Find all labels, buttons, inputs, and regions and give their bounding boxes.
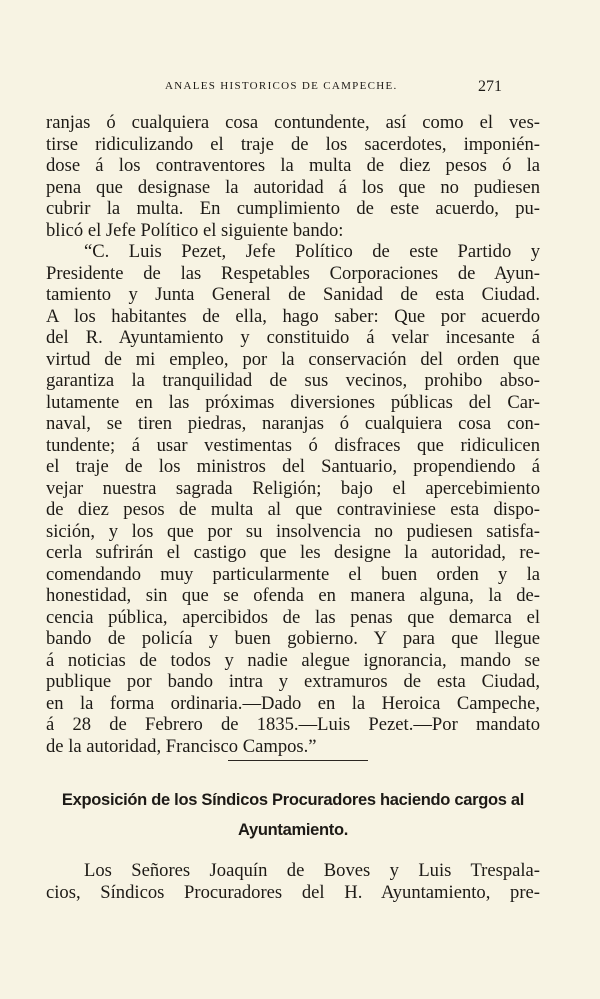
text-line: en la forma ordinaria.—Dado en la Heroica Campeche, bbox=[46, 692, 540, 714]
text-line: á noticias de todos y nadie alegue ignorancia, mando se bbox=[46, 649, 540, 671]
paragraph bbox=[46, 112, 540, 241]
page-number: 271 bbox=[478, 78, 502, 95]
text-line: honestidad, sin que se ofenda en manera alguna, la de- bbox=[46, 585, 540, 606]
section-heading bbox=[46, 785, 540, 845]
text-line: lutamente en las próximas diversiones públicas del Car- bbox=[46, 391, 540, 413]
closing-paragraph bbox=[46, 860, 540, 903]
text-line: á 28 de Febrero de 1835.—Luis Pezet.—Por mandato bbox=[46, 714, 540, 735]
text-line: Los Señores Joaquín de Boves y Luis Trespala- bbox=[84, 860, 540, 881]
text-line: comendando muy particularmente el buen orden y la bbox=[46, 563, 540, 585]
decree-paragraph bbox=[46, 241, 540, 757]
text-line: bando de policía y buen gobierno. Y para que llegue bbox=[46, 628, 540, 649]
text-line: de la autoridad, Francisco Campos.” bbox=[46, 735, 317, 757]
text-line: tirse ridiculizando el traje de los sacerdotes, imponién- bbox=[46, 133, 540, 155]
section-divider bbox=[228, 760, 368, 761]
text-line: naval, se tiren piedras, naranjas ó cualquiera cosa con- bbox=[46, 413, 540, 434]
main-text bbox=[46, 112, 540, 757]
text-line: ranjas ó cualquiera cosa contundente, así como el ves- bbox=[46, 112, 540, 133]
text-line: sición, y los que por su insolvencia no pudiesen satisfa- bbox=[46, 520, 540, 542]
text-line: del R. Ayuntamiento y constituido á velar incesante á bbox=[46, 327, 540, 348]
text-line: pena que designase la autoridad á los que no pudiesen bbox=[46, 176, 540, 198]
running-head: ANALES HISTORICOS DE CAMPECHE. bbox=[165, 80, 398, 92]
text-line: Presidente de las Respetables Corporaciones de Ayun- bbox=[46, 262, 540, 284]
text-line: virtud de mi empleo, por la conservación del orden que bbox=[46, 348, 540, 370]
text-line: garantiza la tranquilidad de sus vecinos, prohibo abso- bbox=[46, 370, 540, 391]
text-line: cios, Síndicos Procuradores del H. Ayuntamiento, pre- bbox=[46, 881, 540, 903]
text-line: “C. Luis Pezet, Jefe Político de este Partido y bbox=[84, 241, 540, 262]
text-line: publique por bando intra y extramuros de esta Ciudad, bbox=[46, 671, 540, 692]
section-heading-line: Exposición de los Síndicos Procuradores haciendo cargos al bbox=[61, 791, 525, 809]
text-line: tamiento y Junta General de Sanidad de esta Ciudad. bbox=[46, 284, 540, 305]
text-line: dose á los contraventores la multa de diez pesos ó la bbox=[46, 155, 540, 176]
text-line: de diez pesos de multa al que contraviniese esta dispo- bbox=[46, 499, 540, 520]
text-line: blicó el Jefe Político el siguiente bando: bbox=[46, 219, 344, 241]
text-line: el traje de los ministros del Santuario, propendiendo á bbox=[46, 456, 540, 477]
section-heading-line: Ayuntamiento. bbox=[237, 821, 349, 839]
text-line: cerla sufrirán el castigo que les designe la autoridad, re- bbox=[46, 542, 540, 563]
text-line: cubrir la multa. En cumplimiento de este acuerdo, pu- bbox=[46, 198, 540, 219]
text-line: cencia pública, apercibidos de las penas que demarca el bbox=[46, 606, 540, 628]
text-line: vejar nuestra sagrada Religión; bajo el apercebimiento bbox=[46, 477, 540, 499]
text-line: tundente; á usar vestimentas ó disfraces que ridiculicen bbox=[46, 434, 540, 456]
text-line: A los habitantes de ella, hago saber: Que por acuerdo bbox=[46, 305, 540, 327]
